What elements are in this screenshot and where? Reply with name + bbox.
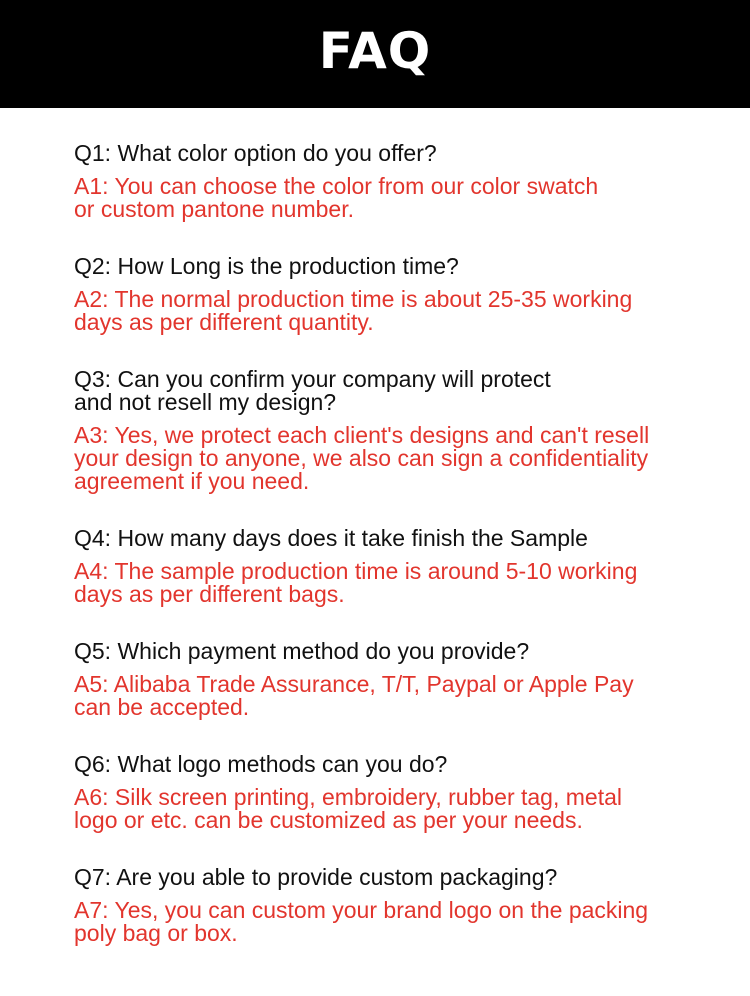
answer-6: A6: Silk screen printing, embroidery, rubber tag, metal logo or etc. can be customized as per your needs.: [74, 784, 622, 833]
question-4: Q4: How many days does it take finish the Sample: [74, 525, 588, 551]
question-5: Q5: Which payment method do you provide?: [74, 638, 530, 664]
question-3: Q3: Can you confirm your company will protect and not resell my design?: [74, 366, 551, 415]
answer-1: A1: You can choose the color from our color swatch or custom pantone number.: [74, 173, 599, 222]
question-7: Q7: Are you able to provide custom packaging?: [74, 864, 558, 890]
faq-item-2: [74, 255, 724, 334]
question-1: Q1: What color option do you offer?: [74, 140, 437, 166]
page-title: FAQ: [318, 22, 432, 80]
answer-3: A3: Yes, we protect each client's designs and can't resell your design to anyone, we also can sign a confidentiality agreement if you need.: [74, 422, 650, 494]
answer-7: A7: Yes, you can custom your brand logo on the packing poly bag or box.: [74, 897, 649, 946]
faq-item-5: [74, 640, 724, 719]
faq-item-4: [74, 527, 724, 606]
question-6: Q6: What logo methods can you do?: [74, 751, 448, 777]
question-2: Q2: How Long is the production time?: [74, 253, 459, 279]
faq-header: [0, 0, 750, 108]
answer-4: A4: The sample production time is around 5-10 working days as per different bags.: [74, 558, 638, 607]
faq-item-7: [74, 866, 724, 945]
faq-item-3: [74, 368, 724, 493]
faq-item-1: [74, 142, 724, 221]
faq-item-6: [74, 753, 724, 832]
answer-2: A2: The normal production time is about 25-35 working days as per different quantity.: [74, 286, 633, 335]
answer-5: A5: Alibaba Trade Assurance, T/T, Paypal or Apple Pay can be accepted.: [74, 671, 634, 720]
